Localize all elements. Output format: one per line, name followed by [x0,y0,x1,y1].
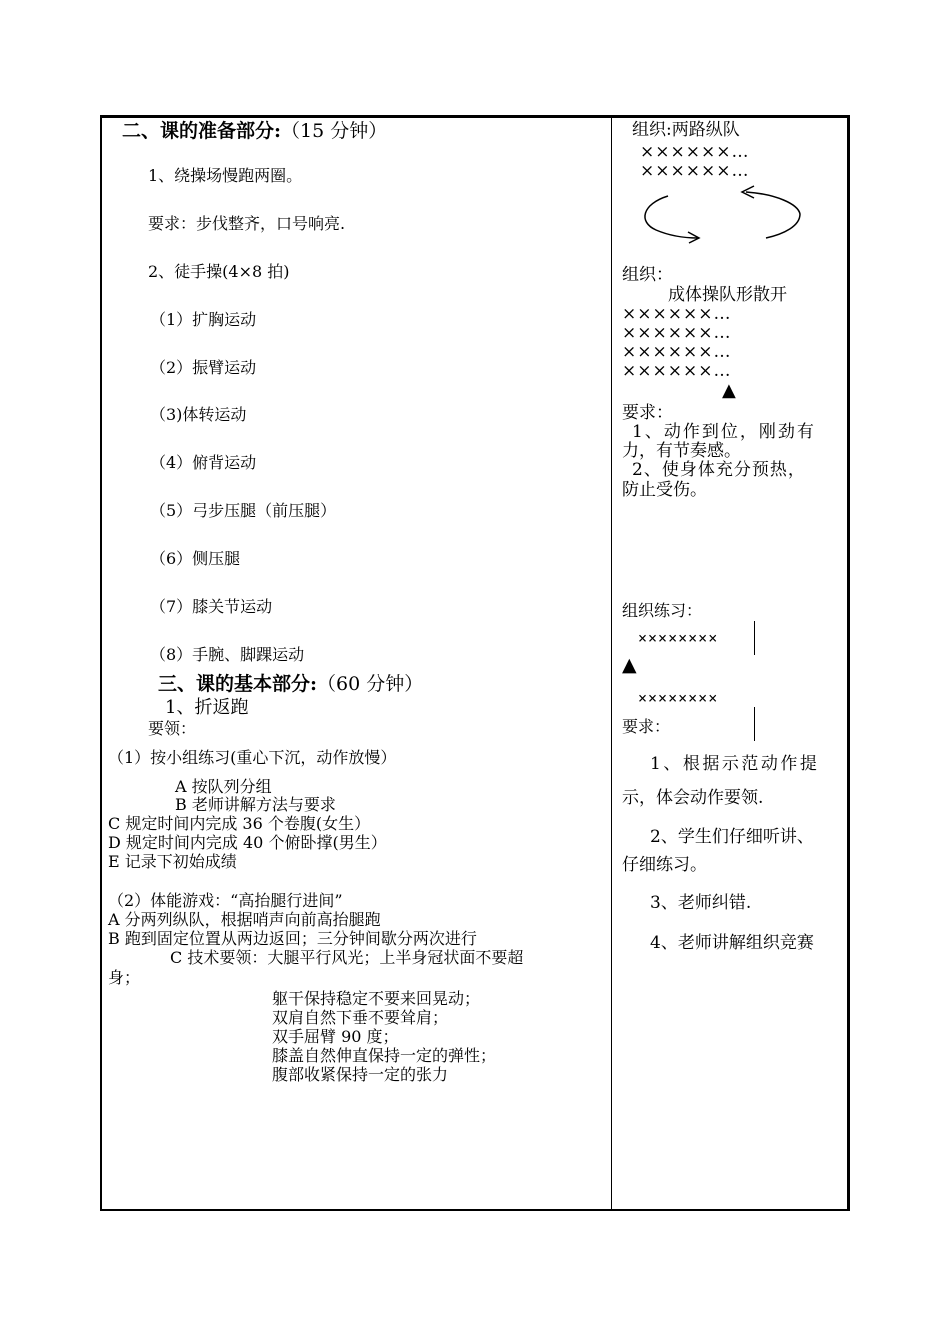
org-calisthenics-formation: 成体操队形散开 [668,285,787,305]
practice-line-b: ×××××××× [638,689,719,707]
exercise-6: （6）侧压腿 [150,549,241,568]
section-basic-time: （60 分钟） [317,673,424,695]
requirement-1-line-2: 力，有节奏感。 [622,441,741,461]
shuttle-run-item: 1、折返跑 [165,697,249,718]
requirement-label-1: 要求： [622,403,673,423]
grid-row-2: ××××××… [622,323,732,343]
group-practice-c: C 规定时间内完成 36 个卷腹(女生） [108,814,371,833]
exercise-2: （2）振臂运动 [150,358,257,377]
teacher-triangle-icon-2: ▲ [622,654,637,676]
exercise-4: （4）俯背运动 [150,453,257,472]
fitness-game-c: C 技术要领：大腿平行风光；上半身冠状面不要超 [170,948,524,967]
fitness-game: （2）体能游戏：“高抬腿行进间” [108,891,343,910]
req2-item-2-line-1: 2、学生们仔细听讲、 [650,827,814,847]
req2-item-2-line-2: 仔细练习。 [622,855,707,875]
fitness-game-b: B 跑到固定位置从两边返回；三分钟间歇分两次进行 [108,929,477,948]
grid-row-1: ××××××… [622,304,732,324]
fitness-game-c-cont: 身； [108,968,141,987]
section-prep-time: （15 分钟） [281,120,388,142]
org-calisthenics-label: 组织： [622,265,673,285]
group-practice-a: A 按队列分组 [175,777,272,796]
grid-row-4: ××××××… [622,361,732,381]
technique-4: 膝盖自然伸直保持一定的弹性； [272,1046,497,1065]
teacher-triangle-icon: ▲ [722,380,736,401]
formation-row-a: ××××××… [640,142,750,162]
jog-item: 1、绕操场慢跑两圈。 [148,166,303,185]
requirement-2-line-2: 防止受伤。 [622,480,707,500]
org-two-columns: 组织:两路纵队 [632,120,740,140]
group-practice: （1）按小组练习(重心下沉，动作放慢） [108,748,397,767]
formation-row-b: ××××××… [640,161,750,181]
route-arc-bottom-icon [645,196,698,238]
practice-line-a: ×××××××× [638,629,719,647]
req2-item-4: 4、老师讲解组织竞赛 [650,933,814,953]
req2-item-1-line-1: 1、根据示范动作提 [650,754,820,774]
section-prep-heading [122,120,387,142]
boundary-line-top [754,621,755,655]
req2-item-1-line-2: 示，体会动作要领. [622,788,764,808]
technique-3: 双手屈臂 90 度； [272,1027,399,1046]
exercise-1: （1）扩胸运动 [150,310,257,329]
section-prep-title: 二、课的准备部分: [122,120,282,142]
exercise-3: （3)体转运动 [150,405,247,424]
exercise-5: （5）弓步压腿（前压腿） [150,501,337,520]
technique-2: 双肩自然下垂不要耸肩； [272,1008,449,1027]
circular-route-diagram [636,182,806,246]
org-practice-label: 组织练习： [622,601,703,620]
exercise-8: （8）手腕、脚踝运动 [150,645,305,664]
route-arc-top-icon [746,192,800,238]
technique-1: 躯干保持稳定不要来回晃动； [272,989,481,1008]
section-basic-title: 三、课的基本部分: [158,673,318,695]
requirement-label-2: 要求： [622,717,671,736]
jog-requirement: 要求：步伐整齐，口号响亮. [148,214,346,233]
group-practice-b: B 老师讲解方法与要求 [175,795,336,814]
fitness-game-a: A 分两列纵队，根据哨声向前高抬腿跑 [108,910,381,929]
requirement-1-line-1: 1、动作到位，刚劲有 [632,422,816,442]
column-divider [611,117,612,1210]
group-practice-d: D 规定时间内完成 40 个俯卧撑(男生） [108,833,387,852]
key-points-label: 要领： [148,719,197,738]
req2-item-3: 3、老师纠错. [650,893,752,913]
exercise-7: （7）膝关节运动 [150,597,273,616]
requirement-2-line-1: 2、使身体充分预热， [632,460,806,480]
calisthenics-item: 2、徒手操(4×8 拍) [148,262,290,281]
boundary-line-bottom [754,707,755,741]
section-basic-heading [158,673,423,695]
grid-row-3: ××××××… [622,342,732,362]
group-practice-e: E 记录下初始成绩 [108,852,237,871]
technique-5: 腹部收紧保持一定的张力 [272,1065,449,1084]
